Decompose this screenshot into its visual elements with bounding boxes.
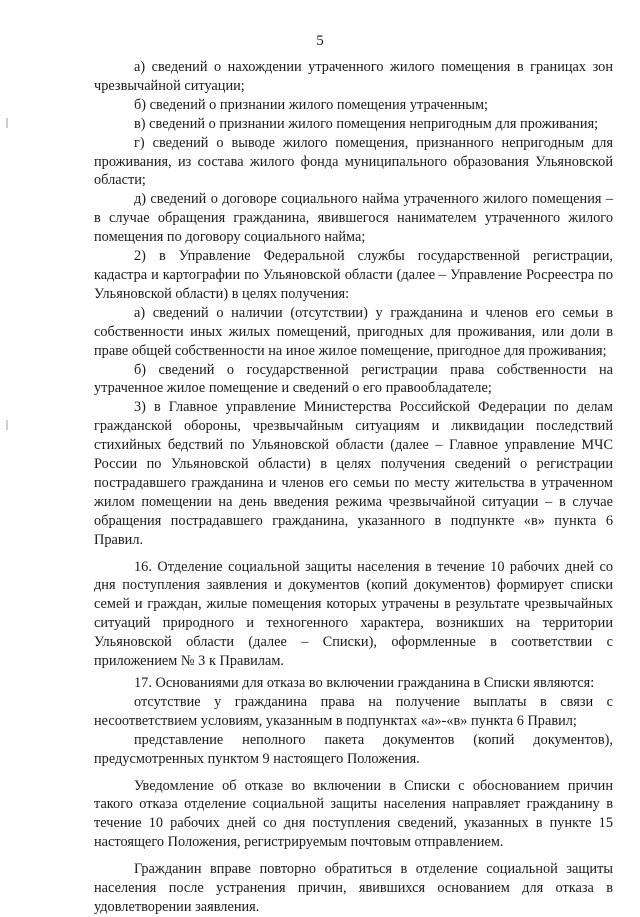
- paragraph-no-right: отсутствие у гражданина права на получение выплаты в связи с несоответствием условиям, указанным в подпунктах «а»-«в» пункта 6 Правил;: [94, 693, 613, 729]
- paragraph-b-lost-recognition: б) сведений о признании жилого помещения утраченным;: [134, 96, 489, 113]
- paragraph-16-lists: 16. Отделение социальной защиты населения в течение 10 рабочих дней со дня поступления заявления и документов (копий документов) формирует списки семей и граждан, жилые помещения которых утрачены в результате чрезвычайных ситуаций природного и техногенного характера, возникших на территории Ульяновской области (далее – Списки), оформленные в соответствии с приложением № 3 к Правилам.: [94, 558, 613, 670]
- paragraph-v-unfit: в) сведений о признании жилого помещения непригодным для проживания;: [134, 115, 599, 132]
- paragraph-g-housing-fund: г) сведений о выводе жилого помещения, признанного непригодным для проживания, из состава жилого фонда муниципального образования Ульяновской области;: [94, 134, 613, 189]
- paragraph-refusal-notice: Уведомление об отказе во включении в Списки с обоснованием причин такого отказа отделение социальной защиты населения направляет гражданину в течение 10 рабочих дней со дня поступления сведений, указанных в пункте 15 настоящего Положения, регистрируемым почтовым отправлением.: [94, 777, 613, 851]
- paragraph-3-emercom: 3) в Главное управление Министерства Российской Федерации по делам гражданской обороны, чрезвычайным ситуациям и ликвидации последствий стихийных бедствий по Ульяновской области (далее – Главное управление МЧС России по Ульяновской области) в целях получения сведений о регистрации пострадавшего гражданина и членов его семьи по месту жительства в утраченном жилом помещении на день введения режима чрезвычайной ситуации – в случае обращения пострадавшего гражданина, указанного в подпункте «в» пункта 6 Правил.: [94, 399, 613, 548]
- paragraph-reapply: Гражданин вправе повторно обратиться в отделение социальной защиты населения после устранения причин, явившихся основанием для отказа в удовлетворении заявления.: [94, 861, 613, 915]
- scan-margin-mark: [6, 420, 8, 430]
- paragraph-a-emergency-zone: а) сведений о нахождении утраченного жилого помещения в границах зон чрезвычайной ситуации;: [94, 59, 613, 94]
- document-body: [94, 58, 613, 917]
- paragraph-d-social-lease: д) сведений о договоре социального найма утраченного жилого помещения – в случае обращения гражданина, явившегося нанимателем утраченного жилого помещения по договору социального найма;: [94, 191, 613, 246]
- paragraph-17-refusal-grounds: 17. Основаниями для отказа во включении гражданина в Списки являются:: [134, 675, 595, 691]
- paragraph-incomplete-documents: представление неполного пакета документов (копий документов), предусмотренных пунктом 9 настоящего Положения.: [94, 731, 613, 767]
- paragraph-b-ownership-registration: б) сведений о государственной регистрации права собственности на утраченное жилое помещение и сведений о его правообладателе;: [94, 361, 613, 397]
- page-number: 5: [316, 33, 324, 49]
- paragraph-a-other-property: а) сведений о наличии (отсутствии) у гражданина и членов его семьи в собственности иных жилых помещений, пригодных для проживания, или доли в праве общей собственности на иное жилое помещение, пригодное для проживания;: [94, 304, 613, 359]
- scan-margin-mark: [6, 118, 8, 128]
- paragraph-2-rosreestr: 2) в Управление Федеральной службы государственной регистрации, кадастра и картографии по Ульяновской области (далее – Управление Росреестра по Ульяновской области) в целях получения:: [94, 248, 613, 302]
